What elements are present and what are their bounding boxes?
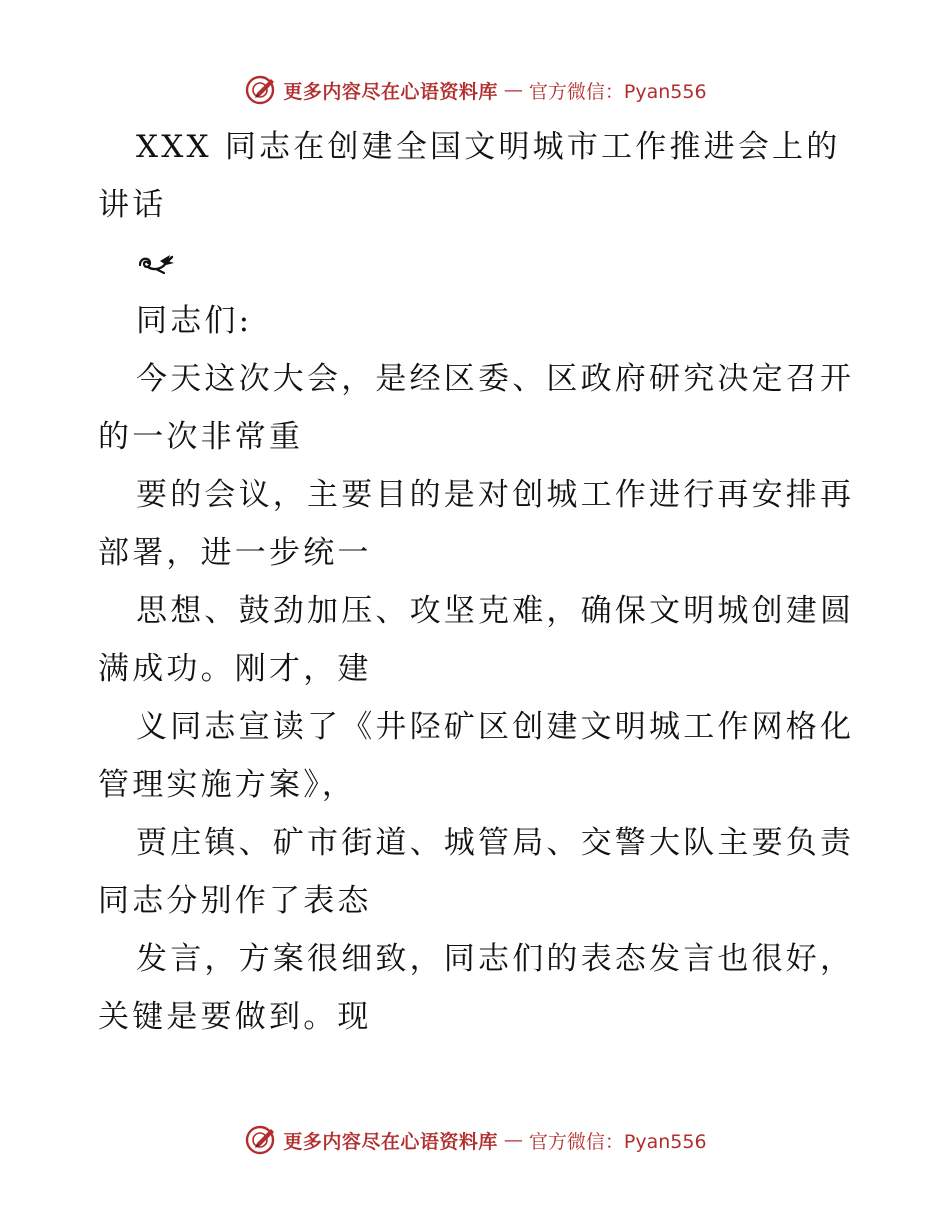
header-banner <box>0 72 950 108</box>
document-body <box>98 118 858 1046</box>
pen-logo-icon <box>243 73 277 107</box>
body-paragraph: 发言，方案很细致，同志们的表态发言也很好，关键是要做到。现 <box>98 941 855 1035</box>
footer-banner <box>0 1122 950 1158</box>
footer-banner-dash: — <box>503 1129 523 1151</box>
header-banner-dash: — <box>503 79 523 101</box>
body-paragraph: 贾庄镇、矿市街道、城管局、交警大队主要负责同志分别作了表态 <box>98 825 855 919</box>
footer-wechat-label: 官方微信：Pyan556 <box>528 1130 707 1153</box>
pen-logo-icon <box>243 1123 277 1157</box>
body-paragraph: 思想、鼓劲加压、攻坚克难，确保文明城创建圆满成功。刚才，建 <box>98 593 855 687</box>
scroll-ornament-icon <box>136 251 176 275</box>
body-paragraph: 义同志宣读了《井陉矿区创建文明城工作网格化管理实施方案》， <box>98 709 855 803</box>
document-title: XXX 同志在创建全国文明城市工作推进会上的讲话 <box>98 129 841 223</box>
salutation: 同志们: <box>136 303 253 339</box>
body-paragraph: 今天这次大会，是经区委、区政府研究决定召开的一次非常重 <box>98 361 855 455</box>
header-banner-text: 更多内容尽在心语资料库 <box>283 80 498 103</box>
footer-banner-text: 更多内容尽在心语资料库 <box>283 1130 498 1153</box>
body-paragraph: 要的会议，主要目的是对创城工作进行再安排再部署，进一步统一 <box>98 477 855 571</box>
ornament-row <box>98 234 858 292</box>
header-wechat-label: 官方微信：Pyan556 <box>528 80 707 103</box>
